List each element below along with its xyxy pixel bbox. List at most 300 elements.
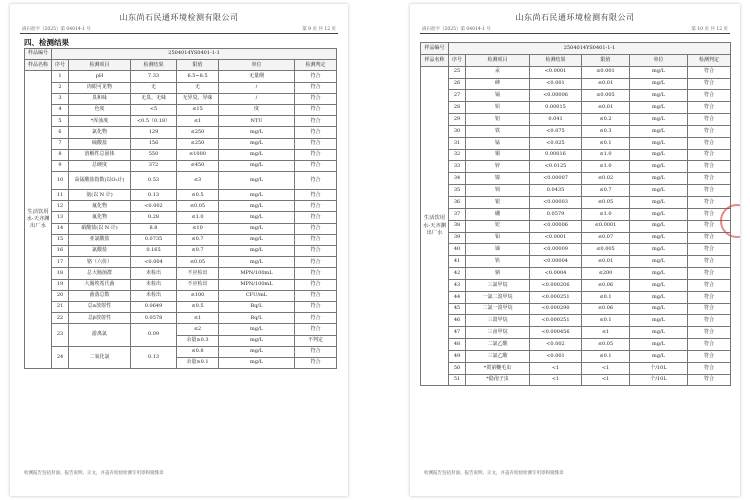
verdict: 符合 — [295, 357, 337, 368]
unit: mg/L — [219, 160, 295, 171]
table-row — [25, 172, 337, 190]
row-number: 27 — [449, 90, 466, 102]
table-row — [421, 315, 731, 327]
test-item: 铬（六价） — [69, 257, 131, 268]
row-number: 7 — [52, 138, 69, 149]
row-number: 13 — [52, 212, 69, 223]
verdict: 符合 — [295, 313, 337, 324]
test-result: 0.165 — [131, 246, 177, 257]
limit-value: ≤0.1 — [582, 350, 630, 362]
row-number: 31 — [449, 137, 466, 149]
unit: mg/L — [630, 303, 688, 315]
table-row — [421, 78, 731, 90]
test-result: 550 — [131, 149, 177, 160]
limit-value: ≤0.3 — [582, 125, 630, 137]
row-number: 44 — [449, 291, 466, 303]
unit: mg/L — [219, 234, 295, 245]
limit-value: ≤15 — [177, 104, 219, 115]
limit-value: ≤0.2 — [582, 114, 630, 126]
verdict: 符合 — [295, 71, 337, 82]
verdict: 符合 — [688, 232, 731, 244]
row-number: 10 — [52, 172, 69, 190]
limit-value: ≤3 — [177, 172, 219, 190]
unit: mg/L — [630, 185, 688, 197]
col-header-verdict: 检测判定 — [688, 54, 731, 66]
unit: mg/L — [630, 291, 688, 303]
test-result: <1 — [530, 362, 582, 374]
unit: mg/L — [219, 201, 295, 212]
limit-value: ≤0.06 — [582, 279, 630, 291]
limit-value: ≤0.1 — [582, 291, 630, 303]
test-result: <0.025 — [530, 137, 582, 149]
test-result: <0.000206 — [530, 279, 582, 291]
row-number: 18 — [52, 268, 69, 279]
test-item: 游离氯 — [69, 324, 131, 346]
col-header-item: 检测项目 — [69, 60, 131, 71]
table-row — [421, 90, 731, 102]
unit: mg/L — [219, 212, 295, 223]
row-number: 12 — [52, 201, 69, 212]
table-row — [25, 93, 337, 104]
test-result: 129 — [131, 127, 177, 138]
table-row — [25, 82, 337, 93]
test-result: 0.0649 — [131, 301, 177, 312]
table-row — [421, 220, 731, 232]
verdict: 符合 — [295, 116, 337, 127]
test-item: 氟化物 — [69, 212, 131, 223]
table-row — [25, 138, 337, 149]
verdict: 符合 — [295, 149, 337, 160]
unit: mg/L — [219, 223, 295, 234]
test-result: <0.004 — [131, 257, 177, 268]
test-item: 总大肠菌群 — [69, 268, 131, 279]
row-number: 2 — [52, 82, 69, 93]
unit: mg/L — [630, 232, 688, 244]
table-row — [421, 102, 731, 114]
test-result: 未检出 — [131, 279, 177, 290]
verdict: 符合 — [295, 138, 337, 149]
table-row — [421, 256, 731, 268]
limit-value: ≤0.01 — [582, 78, 630, 90]
limit-value: ≤0.06 — [582, 303, 630, 315]
test-result: <0.00003 — [530, 196, 582, 208]
limit-value: <1 — [582, 362, 630, 374]
unit: mg/L — [630, 137, 688, 149]
unit: MPN/100mL — [219, 268, 295, 279]
row-number: 34 — [449, 173, 466, 185]
unit: mg/L — [630, 339, 688, 351]
test-result: <0.001 — [530, 350, 582, 362]
col-header-limit: 限值 — [582, 54, 630, 66]
verdict: 符合 — [295, 290, 337, 301]
test-result: <0.0001 — [530, 232, 582, 244]
table-row — [421, 279, 731, 291]
section-title: 四、检测结果 — [24, 38, 69, 47]
row-number: 42 — [449, 268, 466, 280]
test-item: 总β放射性 — [69, 313, 131, 324]
test-result: <1 — [530, 374, 582, 386]
unit: / — [219, 82, 295, 93]
test-result: 0.0735 — [131, 234, 177, 245]
table-row — [25, 71, 337, 82]
test-item: 总硬度 — [69, 160, 131, 171]
row-number: 4 — [52, 104, 69, 115]
verdict: 不判定 — [295, 335, 337, 346]
unit: mg/L — [219, 246, 295, 257]
col-header-unit: 单位 — [630, 54, 688, 66]
row-number: 25 — [449, 66, 466, 78]
test-item: 菌落总数 — [69, 290, 131, 301]
limit-value: 余量≥0.3 — [177, 335, 219, 346]
report-footer-note: 检测报告包括封面、报告说明、正文，并盖有检验检测专用章和骑缝章 — [424, 471, 564, 476]
sample-name: 生活饮用水-天齐渊出厂水 — [421, 66, 449, 386]
sample-name: 生活饮用水-天齐渊出厂水 — [25, 71, 52, 369]
test-result: <0.000251 — [530, 291, 582, 303]
test-item: 钼 — [466, 232, 530, 244]
table-row — [421, 244, 731, 256]
row-number: 37 — [449, 208, 466, 220]
test-result: <0.002 — [131, 201, 177, 212]
test-item: 氟化物 — [69, 201, 131, 212]
verdict: 符合 — [688, 374, 731, 386]
verdict: 符合 — [688, 173, 731, 185]
unit: mg/L — [630, 66, 688, 78]
table-row — [25, 104, 337, 115]
test-item: *浑浊度 — [69, 116, 131, 127]
test-item: 硫酸盐 — [69, 138, 131, 149]
unit: mg/L — [219, 149, 295, 160]
test-item: pH — [69, 71, 131, 82]
limit-value: ≤0.7 — [177, 234, 219, 245]
verdict: 符合 — [688, 125, 731, 137]
test-item: 硼 — [466, 208, 530, 220]
sample-no-label: 样品编号 — [421, 43, 449, 55]
limit-value: ≤0.05 — [177, 257, 219, 268]
test-item: 银 — [466, 196, 530, 208]
verdict: 符合 — [688, 114, 731, 126]
limit-value: ≤1.0 — [582, 149, 630, 161]
verdict: 符合 — [688, 303, 731, 315]
document-number: 尚石检字（2025）第 04014-1 号 — [22, 27, 92, 32]
test-result: 0.041 — [530, 114, 582, 126]
unit: 个/10L — [630, 362, 688, 374]
limit-value: ≤0.5 — [177, 301, 219, 312]
verdict: 符合 — [688, 66, 731, 78]
test-result: <0.075 — [530, 125, 582, 137]
limit-value: ≤1000 — [177, 149, 219, 160]
verdict: 符合 — [295, 268, 337, 279]
limit-value: ≤0.05 — [177, 201, 219, 212]
limit-value: <1 — [582, 374, 630, 386]
row-number: 49 — [449, 350, 466, 362]
limit-value: ≤1.0 — [177, 212, 219, 223]
limit-value: ≤250 — [177, 127, 219, 138]
test-result: <0.5（0.18） — [131, 116, 177, 127]
company-name: 山东尚石民通环境检测有限公司 — [515, 13, 635, 22]
row-number: 28 — [449, 102, 466, 114]
limit-value: ≤250 — [177, 138, 219, 149]
test-item: 氨(以 N 计) — [69, 190, 131, 201]
row-number: 51 — [449, 374, 466, 386]
table-row — [421, 291, 731, 303]
table-row — [25, 246, 337, 257]
test-item: 锰 — [466, 137, 530, 149]
test-item: 铅 — [466, 102, 530, 114]
limit-value: ≤0.07 — [582, 232, 630, 244]
test-result: 0.09 — [131, 324, 177, 346]
sample-no-value: 2504014YS0401-1-1 — [52, 49, 337, 60]
unit: NTU — [219, 116, 295, 127]
table-row — [421, 196, 731, 208]
row-number: 5 — [52, 116, 69, 127]
limit-value: ≤0.1 — [582, 137, 630, 149]
unit: 无量纲 — [219, 71, 295, 82]
verdict: 符合 — [688, 90, 731, 102]
test-result: 0.0579 — [530, 208, 582, 220]
row-number: 20 — [52, 290, 69, 301]
verdict: 符合 — [295, 127, 337, 138]
table-row — [25, 234, 337, 245]
test-item: *贾第鞭毛虫 — [466, 362, 530, 374]
table-row — [25, 201, 337, 212]
unit: mg/L — [630, 268, 688, 280]
verdict: 符合 — [688, 339, 731, 351]
test-result: <0.0125 — [530, 161, 582, 173]
unit: mg/L — [630, 149, 688, 161]
row-number: 30 — [449, 125, 466, 137]
verdict: 符合 — [295, 301, 337, 312]
unit: 度 — [219, 104, 295, 115]
unit: mg/L — [630, 279, 688, 291]
unit: mg/L — [630, 327, 688, 339]
unit: mg/L — [219, 127, 295, 138]
test-result: 无 — [131, 82, 177, 93]
unit: mg/L — [630, 256, 688, 268]
test-result: 0.0435 — [530, 185, 582, 197]
test-result: <0.000456 — [530, 327, 582, 339]
row-number: 9 — [52, 160, 69, 171]
verdict: 符合 — [688, 208, 731, 220]
verdict: 符合 — [295, 82, 337, 93]
results-table-left — [24, 48, 337, 369]
verdict: 符合 — [688, 185, 731, 197]
unit: mg/L — [630, 196, 688, 208]
row-number: 41 — [449, 256, 466, 268]
row-number: 22 — [52, 313, 69, 324]
col-header-item: 检测项目 — [466, 54, 530, 66]
test-item: 二氯乙酸 — [466, 339, 530, 351]
limit-value: ≤0.01 — [582, 256, 630, 268]
test-item: 氯酸盐 — [69, 246, 131, 257]
test-item: 二氯一溴甲烷 — [466, 303, 530, 315]
test-item: 三氯甲烷 — [466, 279, 530, 291]
test-item: 汞 — [466, 66, 530, 78]
table-row — [421, 374, 731, 386]
test-item: 镉 — [466, 90, 530, 102]
limit-value: ≤1 — [582, 327, 630, 339]
unit: mg/L — [219, 324, 295, 335]
test-item: 钠 — [466, 268, 530, 280]
test-item: 砷 — [466, 78, 530, 90]
test-item: 氯化物 — [69, 127, 131, 138]
verdict: 符合 — [688, 161, 731, 173]
limit-value: ≤10 — [177, 223, 219, 234]
row-number: 33 — [449, 161, 466, 173]
row-number: 43 — [449, 279, 466, 291]
test-item: 铜 — [466, 149, 530, 161]
limit-value: 不应检出 — [177, 268, 219, 279]
limit-value: ≤200 — [582, 268, 630, 280]
test-result: 无臭、无味 — [131, 93, 177, 104]
test-result: 0.00015 — [530, 102, 582, 114]
test-item: 硝酸盐(以 N 计) — [69, 223, 131, 234]
table-row — [25, 324, 337, 335]
row-number: 6 — [52, 127, 69, 138]
test-result: <0.00009 — [530, 244, 582, 256]
row-number: 15 — [52, 234, 69, 245]
table-row — [25, 190, 337, 201]
limit-value: ≤0.7 — [582, 185, 630, 197]
verdict: 符合 — [688, 244, 731, 256]
test-item: 一氯二溴甲烷 — [466, 291, 530, 303]
limit-value: ≤0.0001 — [582, 220, 630, 232]
row-number: 21 — [52, 301, 69, 312]
unit: mg/L — [219, 138, 295, 149]
results-table-right — [420, 42, 731, 386]
limit-value: ≤0.05 — [582, 339, 630, 351]
verdict: 符合 — [295, 104, 337, 115]
unit: mg/L — [630, 90, 688, 102]
row-number: 50 — [449, 362, 466, 374]
unit: mg/L — [630, 114, 688, 126]
test-item: 肉眼可见物 — [69, 82, 131, 93]
verdict: 符合 — [295, 93, 337, 104]
table-row — [25, 212, 337, 223]
page-number: 第 10 页 共 12 页 — [691, 27, 728, 32]
row-number: 38 — [449, 220, 466, 232]
limit-value: ≤1.0 — [582, 208, 630, 220]
row-number: 1 — [52, 71, 69, 82]
col-header-seq: 序号 — [449, 54, 466, 66]
table-row — [25, 223, 337, 234]
row-number: 36 — [449, 196, 466, 208]
col-header-seq: 序号 — [52, 60, 69, 71]
test-item: 溶解性总固体 — [69, 149, 131, 160]
test-item: 大肠埃希氏菌 — [69, 279, 131, 290]
row-number: 46 — [449, 315, 466, 327]
document-number: 尚石检字（2025）第 04014-1 号 — [422, 27, 492, 32]
verdict: 符合 — [295, 346, 337, 357]
limit-value: 6.5~8.5 — [177, 71, 219, 82]
verdict: 符合 — [688, 220, 731, 232]
verdict: 符合 — [688, 291, 731, 303]
test-item: 铊 — [466, 220, 530, 232]
limit-value: ≤2 — [177, 324, 219, 335]
header-rule — [420, 33, 730, 34]
company-name: 山东尚石民通环境检测有限公司 — [119, 13, 239, 22]
verdict: 符合 — [295, 190, 337, 201]
table-row — [25, 127, 337, 138]
unit: mg/L — [630, 78, 688, 90]
row-number: 16 — [52, 246, 69, 257]
unit: mg/L — [630, 102, 688, 114]
test-result: <0.00006 — [530, 220, 582, 232]
verdict: 符合 — [688, 102, 731, 114]
row-number: 23 — [52, 324, 69, 346]
limit-value: ≤1.0 — [582, 161, 630, 173]
verdict: 符合 — [688, 279, 731, 291]
verdict: 符合 — [688, 350, 731, 362]
table-row — [421, 114, 731, 126]
unit: mg/L — [630, 208, 688, 220]
col-header-result: 检测结果 — [131, 60, 177, 71]
table-row — [421, 327, 731, 339]
limit-value: ≤0.8 — [177, 346, 219, 357]
test-item: 臭和味 — [69, 93, 131, 104]
table-row — [25, 279, 337, 290]
table-row — [421, 66, 731, 78]
unit: mg/L — [219, 335, 295, 346]
limit-value: ≤0.01 — [582, 102, 630, 114]
col-header-unit: 单位 — [219, 60, 295, 71]
col-header-sample-name: 样品名称 — [25, 60, 52, 71]
row-number: 19 — [52, 279, 69, 290]
unit: mg/L — [219, 172, 295, 190]
page-number: 第 9 页 共 12 页 — [302, 27, 336, 32]
table-row — [25, 116, 337, 127]
table-row — [421, 350, 731, 362]
test-result: 0.00016 — [530, 149, 582, 161]
test-result: 156 — [131, 138, 177, 149]
test-item: 钡 — [466, 185, 530, 197]
table-row — [421, 185, 731, 197]
limit-value: ≤0.001 — [582, 66, 630, 78]
unit: mg/L — [219, 257, 295, 268]
table-row — [421, 149, 731, 161]
limit-value: ≤0.005 — [582, 244, 630, 256]
test-item: 色度 — [69, 104, 131, 115]
table-row — [421, 362, 731, 374]
unit: mg/L — [630, 161, 688, 173]
verdict: 符合 — [688, 78, 731, 90]
verdict: 符合 — [295, 279, 337, 290]
header-rule — [20, 33, 338, 34]
test-result: <0.00006 — [530, 90, 582, 102]
test-result: <5 — [131, 104, 177, 115]
test-item: 三氯乙酸 — [466, 350, 530, 362]
unit: mg/L — [630, 315, 688, 327]
row-number: 32 — [449, 149, 466, 161]
verdict: 符合 — [295, 257, 337, 268]
table-row — [25, 313, 337, 324]
table-row — [25, 290, 337, 301]
col-header-sample-name: 样品名称 — [421, 54, 449, 66]
unit: mg/L — [219, 190, 295, 201]
col-header-limit: 限值 — [177, 60, 219, 71]
verdict: 符合 — [688, 149, 731, 161]
verdict: 符合 — [688, 362, 731, 374]
limit-value: ≤0.1 — [582, 315, 630, 327]
limit-value: ≤1 — [177, 116, 219, 127]
limit-value: 无异臭、异味 — [177, 93, 219, 104]
verdict: 符合 — [295, 223, 337, 234]
table-row — [421, 125, 731, 137]
test-item: 三卤甲烷 — [466, 327, 530, 339]
test-item: 三溴甲烷 — [466, 315, 530, 327]
limit-value: ≤100 — [177, 290, 219, 301]
unit: Bq/L — [219, 313, 295, 324]
test-item: 铝 — [466, 114, 530, 126]
